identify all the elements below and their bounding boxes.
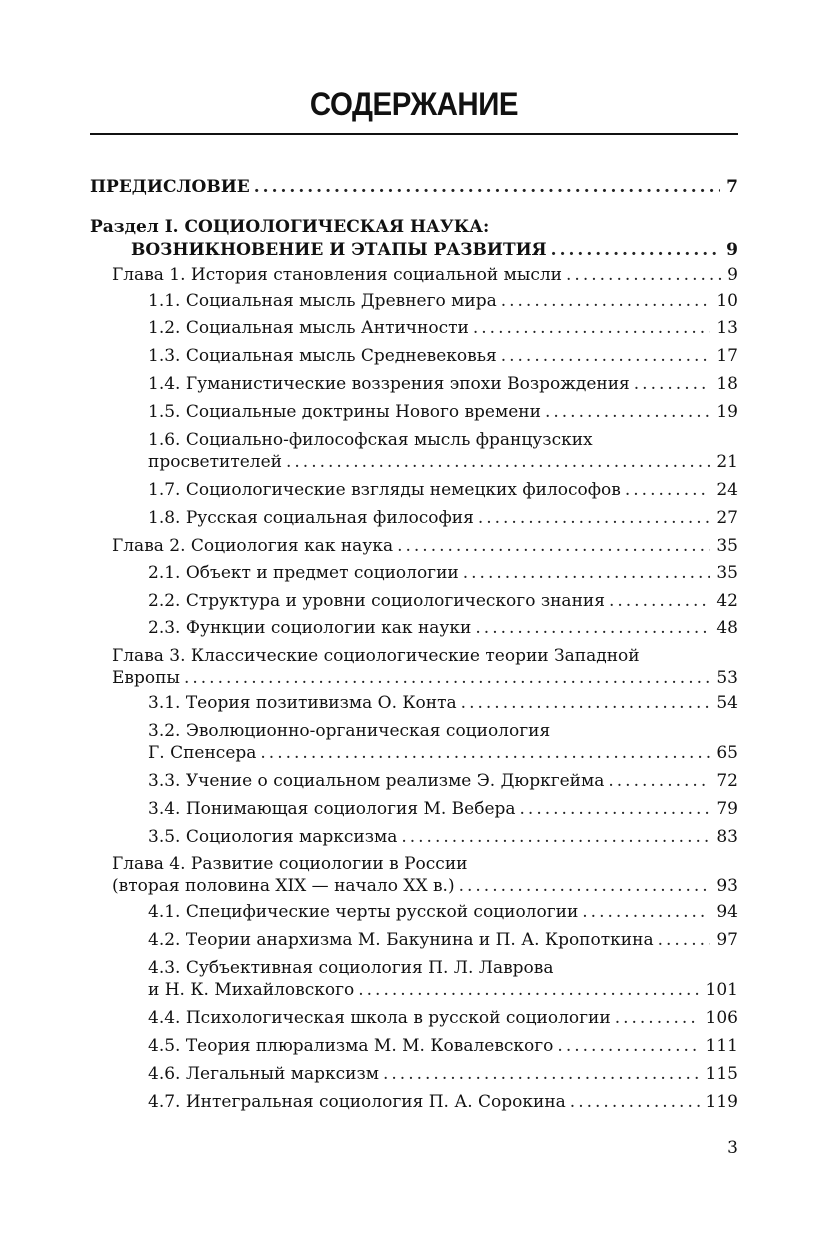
toc-entry-page: 111	[705, 1036, 738, 1056]
dot-leader	[608, 770, 710, 792]
toc-entry-section1[interactable]	[131, 239, 738, 261]
toc-entry-text: и Н. К. Михайловского	[148, 980, 355, 1000]
toc-entry-chapter-3[interactable]	[112, 667, 738, 689]
toc-entry-chapter-3-line1: Глава 3. Классические социологические теории Западной	[112, 646, 640, 666]
toc-entry-page: 106	[705, 1008, 738, 1028]
toc-entry-1-2[interactable]	[148, 317, 738, 339]
toc-entry-page: 93	[716, 876, 738, 896]
toc-entry-text: Европы	[112, 668, 180, 688]
toc-entry-text: 4.7. Интегральная социология П. А. Сорокина	[148, 1092, 566, 1112]
toc-entry-1-6-line1: 1.6. Социально-философская мысль французских	[148, 430, 593, 450]
dot-leader	[551, 239, 721, 261]
dot-leader	[461, 692, 711, 714]
toc-entry-3-2-line1: 3.2. Эволюционно-органическая социология	[148, 721, 551, 741]
toc-entry-2-2[interactable]	[148, 590, 738, 612]
dot-leader	[658, 929, 711, 951]
toc-entry-page: 7	[726, 177, 738, 197]
dot-leader	[478, 507, 711, 529]
toc-entry-page: 79	[716, 799, 738, 819]
dot-leader	[463, 562, 711, 584]
toc-entry-page: 72	[716, 771, 738, 791]
dot-leader	[566, 264, 721, 286]
toc-entry-page: 101	[705, 980, 738, 1000]
toc-entry-text: Глава 2. Социология как наука	[112, 536, 394, 556]
dot-leader	[475, 617, 710, 639]
toc-entry-chapter-2[interactable]	[112, 535, 738, 557]
toc-entry-3-4[interactable]	[148, 798, 738, 820]
dot-leader	[358, 979, 699, 1001]
toc-entry-text: 1.8. Русская социальная философия	[148, 508, 474, 528]
toc-entry-text: 4.2. Теории анархизма М. Бакунина и П. А. Кропоткина	[148, 930, 654, 950]
dot-leader	[545, 401, 710, 423]
toc-entry-1-7[interactable]	[148, 479, 738, 501]
toc-entry-page: 54	[716, 693, 738, 713]
toc-entry-text: Глава 1. История становления социальной мысли	[112, 265, 563, 285]
toc-entry-page: 48	[716, 618, 738, 638]
dot-leader	[520, 798, 711, 820]
toc-entry-4-4[interactable]	[148, 1007, 738, 1029]
toc-entry-chapter-1[interactable]	[112, 264, 738, 286]
toc-entry-text: 2.1. Объект и предмет социологии	[148, 563, 459, 583]
toc-entry-4-5[interactable]	[148, 1035, 738, 1057]
toc-entry-page: 17	[716, 346, 738, 366]
toc-entry-page: 115	[705, 1064, 738, 1084]
toc-entry-text: Г. Спенсера	[148, 743, 257, 763]
toc-entry-text: 3.5. Социология марксизма	[148, 827, 398, 847]
toc-entry-text: 1.5. Социальные доктрины Нового времени	[148, 402, 541, 422]
toc-entry-text: 3.1. Теория позитивизма О. Конта	[148, 693, 457, 713]
dot-leader	[501, 345, 711, 367]
toc-entry-1-4[interactable]	[148, 373, 738, 395]
toc-entry-page: 97	[716, 930, 738, 950]
toc-entry-text: 1.2. Социальная мысль Античности	[148, 318, 469, 338]
toc-entry-3-5[interactable]	[148, 826, 738, 848]
dot-leader	[383, 1063, 700, 1085]
toc-entry-page: 94	[716, 902, 738, 922]
toc-entry-text: ВОЗНИКНОВЕНИЕ И ЭТАПЫ РАЗВИТИЯ	[131, 240, 547, 260]
toc-entry-text: 4.6. Легальный марксизм	[148, 1064, 379, 1084]
toc-entry-page: 65	[716, 743, 738, 763]
toc-entry-1-1[interactable]	[148, 290, 738, 312]
toc-entry-text: ПРЕДИСЛОВИЕ	[90, 177, 250, 197]
dot-leader	[501, 290, 711, 312]
dot-leader	[625, 479, 710, 501]
toc-entry-page: 35	[716, 536, 738, 556]
dot-leader	[401, 826, 710, 848]
toc-entry-3-3[interactable]	[148, 770, 738, 792]
toc-entry-chapter-4-line1: Глава 4. Развитие социологии в России	[112, 854, 468, 874]
page-title: СОДЕРЖАНИЕ	[309, 86, 519, 122]
toc-entry-preface[interactable]	[90, 176, 738, 198]
toc-entry-1-3[interactable]	[148, 345, 738, 367]
toc-entry-2-1[interactable]	[148, 562, 738, 584]
toc-entry-page: 18	[716, 374, 738, 394]
toc-entry-text: 2.2. Структура и уровни социологического знания	[148, 591, 605, 611]
toc-entry-1-6[interactable]	[148, 451, 738, 473]
toc-entry-page: 10	[716, 291, 738, 311]
dot-leader	[557, 1035, 699, 1057]
toc-entry-text: 1.4. Гуманистические воззрения эпохи Возрождения	[148, 374, 630, 394]
dot-leader	[286, 451, 710, 473]
toc-entry-page: 27	[716, 508, 738, 528]
toc-entry-page: 42	[716, 591, 738, 611]
dot-leader	[473, 317, 710, 339]
toc-entry-page: 9	[727, 265, 738, 285]
toc-entry-page: 53	[716, 668, 738, 688]
toc-entry-text: 1.3. Социальная мысль Средневековья	[148, 346, 497, 366]
toc-entry-3-1[interactable]	[148, 692, 738, 714]
toc-entry-text: 4.4. Психологическая школа в русской социологии	[148, 1008, 611, 1028]
dot-leader	[260, 742, 710, 764]
toc-entry-4-7[interactable]	[148, 1091, 738, 1113]
toc-entry-text: 1.1. Социальная мысль Древнего мира	[148, 291, 497, 311]
toc-entry-text: 3.4. Понимающая социология М. Вебера	[148, 799, 516, 819]
toc-entry-page: 83	[716, 827, 738, 847]
dot-leader	[397, 535, 710, 557]
toc-entry-page: 19	[716, 402, 738, 422]
dot-leader	[582, 901, 710, 923]
toc-entry-page: 119	[705, 1092, 738, 1112]
toc-entry-page: 9	[726, 240, 738, 260]
toc-entry-2-3[interactable]	[148, 617, 738, 639]
page-number: 3	[727, 1138, 738, 1158]
dot-leader	[609, 590, 710, 612]
toc-entry-text: 3.3. Учение о социальном реализме Э. Дюркгейма	[148, 771, 605, 791]
title-divider	[90, 133, 738, 135]
toc-entry-page: 35	[716, 563, 738, 583]
toc-entry-chapter-4[interactable]	[112, 875, 738, 897]
toc-entry-4-1[interactable]	[148, 901, 738, 923]
dot-leader	[570, 1091, 700, 1113]
toc-entry-3-2[interactable]	[148, 742, 738, 764]
toc-entry-text: 4.1. Специфические черты русской социологии	[148, 902, 579, 922]
toc-entry-page: 21	[716, 452, 738, 472]
toc-entry-text: просветителей	[148, 452, 282, 472]
toc-section-label: Раздел I. СОЦИОЛОГИЧЕСКАЯ НАУКА:	[90, 217, 490, 237]
toc-entry-page: 24	[716, 480, 738, 500]
dot-leader	[254, 176, 720, 198]
toc-entry-text: 4.5. Теория плюрализма М. М. Ковалевского	[148, 1036, 554, 1056]
toc-entry-1-8[interactable]	[148, 507, 738, 529]
toc-entry-text: 1.7. Социологические взгляды немецких философов	[148, 480, 621, 500]
dot-leader	[615, 1007, 700, 1029]
toc-entry-page: 13	[716, 318, 738, 338]
dot-leader	[634, 373, 711, 395]
toc-entry-text: 2.3. Функции социологии как науки	[148, 618, 472, 638]
toc-entry-4-3[interactable]	[148, 979, 738, 1001]
dot-leader	[459, 875, 711, 897]
toc-entry-text: (вторая половина XIX — начало XX в.)	[112, 876, 455, 896]
toc-entry-1-5[interactable]	[148, 401, 738, 423]
toc-entry-4-6[interactable]	[148, 1063, 738, 1085]
dot-leader	[184, 667, 710, 689]
toc-entry-4-2[interactable]	[148, 929, 738, 951]
toc-entry-4-3-line1: 4.3. Субъективная социология П. Л. Лаврова	[148, 958, 554, 978]
